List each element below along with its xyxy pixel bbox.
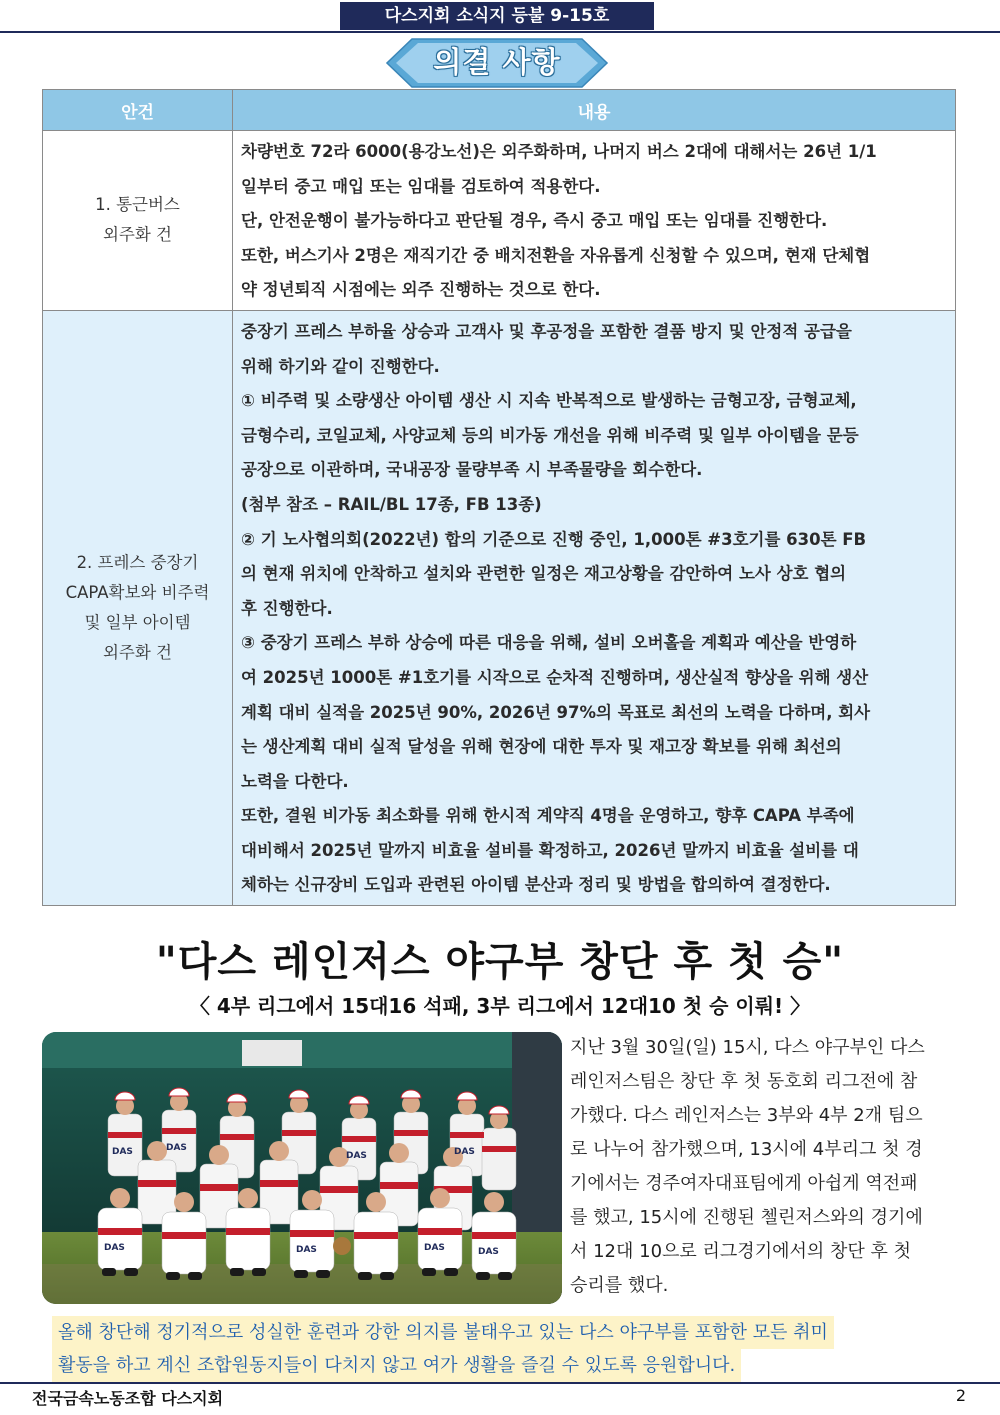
jersey-label: DAS	[454, 1147, 475, 1157]
content-line: 단, 안전운행이 불가능하다고 판단될 경우, 즉시 중고 매입 또는 임대를 진행한다.	[241, 211, 828, 231]
team-photo-illustration	[42, 1032, 562, 1304]
content-line: 위해 하기와 같이 진행한다.	[241, 356, 440, 376]
section-banner-title: 의결 사항	[433, 45, 561, 79]
agenda-item-line: 및 일부 아이템	[84, 613, 191, 633]
article-body-line: 로 나누어 참가했으며, 13시에 4부리그 첫 경	[570, 1139, 923, 1160]
agenda-item-cell	[43, 310, 233, 905]
agenda-content-cell	[233, 131, 956, 311]
article-body-line: 기에서는 경주여자대표팀에게 아쉽게 역전패	[570, 1173, 918, 1194]
jersey-label: DAS	[296, 1245, 317, 1255]
article-body-line: 가했다. 다스 레인저스는 3부와 4부 2개 팀으	[570, 1105, 923, 1126]
content-line: 금형수리, 코일교체, 사양교체 등의 비가동 개선을 위해 비주력 및 일부 아이템을 문등	[241, 425, 859, 445]
closing-line: 올해 창단해 정기적으로 성실한 훈련과 강한 의지를 불태우고 있는 다스 야구부를 포함한 모든 취미	[52, 1316, 834, 1349]
content-line: 차량번호 72라 6000(용강노선)은 외주화하며, 나머지 버스 2대에 대해서는 26년 1/1	[241, 142, 877, 161]
article-body	[570, 1031, 962, 1303]
jersey-label: DAS	[424, 1243, 445, 1253]
content-line: 또한, 결원 비가동 최소화를 위해 한시적 계약직 4명을 운영하고, 향후 CAPA 부족에	[241, 806, 855, 826]
agenda-item-line: 1. 통근버스	[95, 195, 180, 215]
article-body-line: 승리를 했다.	[570, 1275, 669, 1296]
content-line: ③ 중장기 프레스 부하 상승에 따른 대응을 위해, 설비 오버홀을 계획과 예산을 반영하	[241, 633, 857, 653]
agenda-item-line: 외주화 건	[102, 225, 172, 245]
content-line: ② 기 노사협의회(2022년) 합의 기준으로 진행 중인, 1,000톤 #3호기를 630톤 FB	[241, 529, 867, 549]
table-row	[43, 131, 956, 311]
table-header-item: 안건	[43, 90, 233, 131]
article-title: "다스 레인저스 야구부 창단 후 첫 승"	[155, 939, 845, 985]
jersey-label: DAS	[346, 1151, 367, 1161]
content-line: ① 비주력 및 소량생산 아이템 생산 시 지속 반복적으로 발생하는 금형고장, 금형교체,	[241, 391, 857, 411]
jersey-label: DAS	[104, 1243, 125, 1253]
header-rule	[0, 31, 1000, 33]
content-line: 공장으로 이관하며, 국내공장 물량부족 시 부족물량을 회수한다.	[241, 460, 703, 480]
jersey-label: DAS	[112, 1147, 133, 1157]
closing-message	[52, 1316, 947, 1382]
content-line: 중장기 프레스 부하율 상승과 고객사 및 후공정을 포함한 결품 방지 및 안정적 공급을	[241, 321, 852, 341]
section-banner	[386, 38, 608, 88]
article-body-line: 를 했고, 15시에 진행된 첼린저스와의 경기에	[570, 1207, 923, 1228]
agenda-item-line: CAPA확보와 비주력	[65, 583, 210, 603]
content-line: 계획 대비 실적을 2025년 90%, 2026년 97%의 목표로 최선의 노력을 다하며, 회사	[241, 702, 871, 722]
resolution-table	[42, 89, 956, 906]
team-photo	[42, 1032, 562, 1304]
closing-line: 활동을 하고 계신 조합원동지들이 다치지 않고 여가 생활을 즐길 수 있도록 응원합니다.	[52, 1349, 741, 1382]
jersey-label: DAS	[478, 1247, 499, 1257]
content-line: 대비해서 2025년 말까지 비효율 설비를 확정하고, 2026년 말까지 비효율 설비를 대	[241, 840, 859, 860]
content-line: 후 진행한다.	[241, 598, 333, 618]
content-line: 여 2025년 1000톤 #1호기를 시작으로 순차적 진행하며, 생산실적 향상을 위해 생산	[241, 667, 869, 687]
article-body-line: 지난 3월 30일(일) 15시, 다스 야구부인 다스	[570, 1037, 925, 1058]
content-line: 노력을 다한다.	[241, 771, 349, 791]
agenda-content-cell	[233, 310, 956, 905]
content-line: 약 정년퇴직 시점에는 외주 진행하는 것으로 한다.	[241, 280, 601, 300]
jersey-label: DAS	[166, 1143, 187, 1153]
content-line: 는 생산계획 대비 실적 달성을 위해 현장에 대한 투자 및 재고장 확보를 위해 최선의	[241, 737, 842, 757]
article-subtitle: 〈 4부 리그에서 15대16 석패, 3부 리그에서 12대10 첫 승 이뤄! 〉	[189, 994, 811, 1018]
content-line: 또한, 버스기사 2명은 재직기간 중 배치전환을 자유롭게 신청할 수 있으며, 현재 단체협	[241, 245, 871, 265]
article-body-line: 레인저스팀은 창단 후 첫 동호회 리그전에 참	[570, 1071, 918, 1092]
newsletter-header: 다스지회 소식지 등불 9-15호	[340, 2, 654, 30]
content-line: 체하는 신규장비 도입과 관련된 아이템 분산과 정리 및 방법을 합의하여 결정한다.	[241, 875, 831, 895]
article-body-line: 서 12대 10으로 리그경기에서의 창단 후 첫	[570, 1241, 911, 1262]
agenda-item-line: 외주화 건	[102, 643, 172, 663]
footer-rule	[0, 1382, 1000, 1384]
agenda-item-line: 2. 프레스 중장기	[76, 553, 199, 573]
content-line: (첨부 참조 – RAIL/BL 17종, FB 13종)	[241, 494, 542, 514]
content-line: 의 현재 위치에 안착하고 설치와 관련한 일정은 재고상황을 감안하여 노사 상호 협의	[241, 564, 847, 584]
footer-organization: 전국금속노동조합 다스지회	[32, 1389, 224, 1408]
agenda-item-cell	[43, 131, 233, 311]
page-number: 2	[955, 1386, 966, 1405]
glove-icon	[333, 1237, 351, 1255]
table-header-content: 내용	[233, 90, 956, 131]
table-row	[43, 310, 956, 905]
content-line: 일부터 중고 매입 또는 임대를 검토하여 적용한다.	[241, 176, 601, 196]
